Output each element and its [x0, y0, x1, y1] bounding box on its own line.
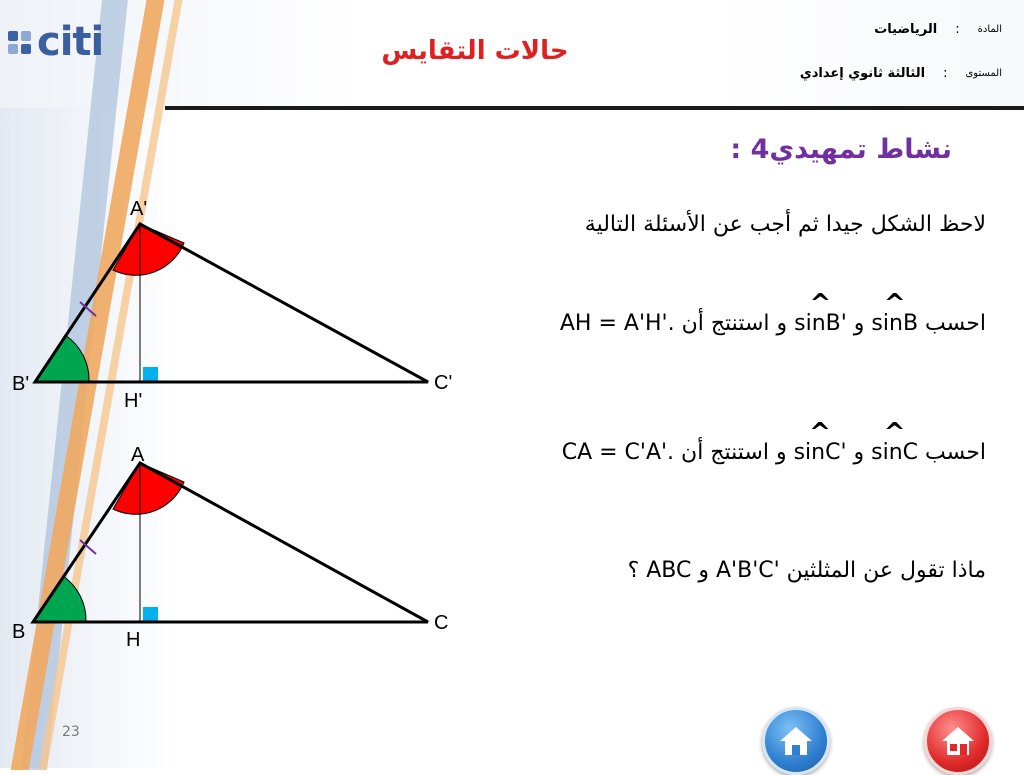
- label-a: A: [131, 444, 145, 466]
- q2-sin-c-prime: ^ sinC': [794, 440, 847, 465]
- q3-start: ماذا تقول عن المثلثين: [786, 558, 986, 583]
- q1-calc: احسب: [925, 311, 986, 336]
- q1-sin-b-prime: ^ sinB': [794, 311, 847, 336]
- q2-and: و: [853, 440, 865, 465]
- triangle-bottom: [12, 444, 448, 651]
- meta-subject-value: الرياضيات: [874, 22, 938, 37]
- triangle-abc: [33, 463, 428, 622]
- meta-level-value: الثالثة ثانوي إعدادي: [799, 66, 926, 81]
- activity-heading-number: 4: [750, 134, 770, 165]
- triangle-a-prime-b-prime-c-prime: [35, 224, 428, 382]
- exit-button[interactable]: [924, 707, 992, 775]
- triangle-top: [12, 198, 452, 412]
- home-icon: [776, 721, 816, 761]
- q1-equation: AH = A'H'.: [559, 311, 675, 336]
- label-h: H: [126, 629, 141, 651]
- q3-and: و: [698, 558, 709, 583]
- exit-icon: [938, 721, 978, 761]
- label-h-prime: H': [124, 390, 143, 412]
- meta-subject-sep: :: [955, 22, 960, 37]
- label-c-prime: C': [434, 372, 453, 394]
- page-title: حالات التقايس: [381, 36, 569, 66]
- label-b-prime: B': [12, 373, 30, 395]
- right-angle-marker-bottom: [143, 607, 158, 622]
- meta-subject-key: المادة: [977, 24, 1002, 35]
- home-button[interactable]: [762, 707, 830, 775]
- page-number: 23: [62, 724, 80, 740]
- meta-level-sep: :: [943, 66, 948, 81]
- q3-question-mark: ؟: [627, 558, 640, 583]
- right-angle-marker-top: [143, 367, 158, 382]
- activity-heading-text: نشاط تمهيدي: [769, 134, 952, 165]
- q2-sin-c: ^ sinC: [871, 440, 918, 465]
- q2-rest: و استنتج أن: [681, 440, 787, 465]
- q3-triangle-2: ABC: [646, 558, 692, 583]
- q3-triangle-1: A'B'C': [716, 558, 780, 583]
- label-a-prime: A': [130, 198, 148, 220]
- activity-heading-colon: :: [730, 134, 751, 165]
- q1-sin-b: ^ sinB: [871, 311, 918, 336]
- logo-text: citi: [37, 19, 104, 65]
- meta-level-key: المستوى: [965, 68, 1002, 79]
- q2-calc: احسب: [925, 440, 986, 465]
- q1-and: و: [853, 311, 865, 336]
- q2-equation: CA = C'A'.: [561, 440, 675, 465]
- label-c: C: [434, 612, 449, 634]
- label-b: B: [12, 621, 26, 643]
- instruction-text: لاحظ الشكل جيدا ثم أجب عن الأسئلة التالية: [584, 212, 986, 237]
- q1-rest: و استنتج أن: [681, 311, 788, 336]
